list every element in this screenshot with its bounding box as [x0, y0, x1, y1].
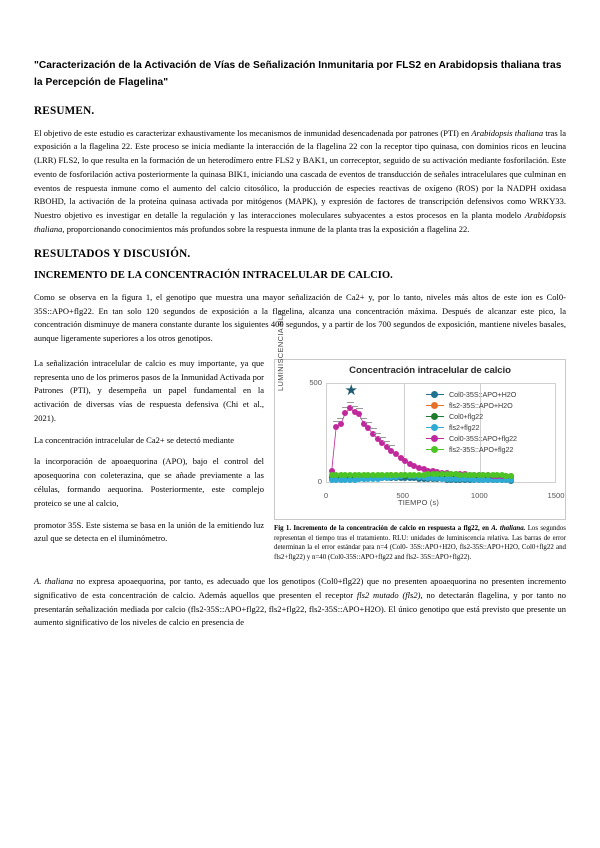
legend-marker-icon — [426, 405, 444, 407]
chart-error-bar — [383, 441, 390, 442]
figure-box — [274, 309, 566, 520]
section-heading-resultados: RESULTADOS Y DISCUSIÓN. — [34, 247, 191, 260]
legend-marker-icon — [426, 449, 444, 451]
chart-error-bar — [374, 433, 381, 434]
chart-x-tick: 1500 — [547, 490, 565, 500]
legend-label: fls2+flg22 — [449, 422, 480, 432]
chart-data-point — [338, 421, 344, 427]
figure-caption-species: A. thaliana. — [491, 524, 526, 532]
chart-error-bar — [379, 437, 386, 438]
chart-legend-item — [426, 411, 517, 422]
chart-y-tick-500: 500 — [309, 377, 322, 387]
chart-star-annotation: ★ — [344, 382, 358, 399]
section-heading-resumen: RESUMEN. — [34, 104, 95, 117]
chart-legend-item — [426, 422, 517, 433]
chart-x-axis-label: TIEMPO (s) — [398, 497, 440, 507]
paragraph-deteccion-b: la incorporación de apoaequorina (APO), bajo el control del aposequorina con coleterazina, que se añade previamente a las células, formando aequorina. Posteriormente, este complejo proteico se une al calcio, — [34, 456, 264, 508]
figure-caption-rest: Los segundos representan el tiempo tras el tratamiento. RLU: unidades de luminiscencia relativa. Las barras de error determinan la el error estándar para n=4 (Col0- 35S::APO+H2O, fls2-35S::APO+H2O, Col0+flg22 and fls2+flg22) y n=40 (Col0-35S::APO+flg22 and fls2- 35S::APO+flg22). — [274, 524, 566, 562]
chart-legend — [426, 389, 517, 455]
paragraph-genotipos: A. thaliana no expresa apoaequorina, por tanto, es adecuado que los genotipos (Col0+flg22) que no presenten apoaequorina no presenten incremento significativo de esta concentración de calcio. Además aquellos que presenten el receptor fls2 mutado (fls2), no detectarán flagelina, y por tanto no presentarán señalización mediada por calcio (fls2-35S::APO+flg22, fls2+flg22, fls2-35S::APO+H2O). El único genotipo que está previsto que presente un aumento significativo de los niveles de calcio en presencia de — [34, 576, 566, 628]
chart-data-point — [356, 411, 362, 417]
figure-caption — [274, 524, 566, 563]
legend-marker-icon — [426, 394, 444, 396]
chart-error-bar — [347, 402, 354, 403]
document-content — [34, 58, 566, 641]
paragraph-resumen: El objetivo de este estudio es caracterizar exhaustivamente los mecanismos de inmunidad desencadenada por patrones (PTI) en Arabidopsis thaliana tras la exposición a la flagelina 22. Este proceso se inicia mediante la interacción de la flagelina 22 con la receptor tipo quinasa, con dominios ricos en leucina (LRR) FLS2, lo que resulta en la formación de un heterodímero entre FLS2 y BAK1, un correceptor, seguido de su activación mediante fosforilación. Este evento de fosforilación activa posteriormente la quinasa BIK1, iniciando una cascada de eventos de transducción de señales intracelulares que culminan en eventos de respuesta inmune como el aumento del calcio citosólico, la producción de especies reactivas de oxígeno (ROS) por la NADPH oxidasa RBOHD, la activación de la proteína quinasa activada por mitógenos (MAPK), y expresión de factores de transcripción defensivos como WRKY33. Nuestro objetivo es investigar en detalle la regulación y las interacciones moleculares subyacentes a estos procesos en la planta modelo Arabidopsis thaliana, proporcionando conocimientos más profundos sobre la respuesta inmune de la planta tras la exposición a flagelina 22. — [34, 127, 566, 235]
chart-legend-item — [426, 389, 517, 400]
legend-marker-icon — [426, 427, 444, 429]
chart-error-bar — [388, 445, 395, 446]
chart-legend-item — [426, 433, 517, 444]
paragraph-promotor: promotor 35S. Este sistema se basa en la unión de la emitiendo luz azul que se detecta en el iluminómetro. — [34, 519, 264, 544]
chart-y-axis-label: LUMINISCENCIA RLU — [276, 309, 285, 391]
chart-error-bar — [365, 422, 372, 423]
page-title: "Caracterización de la Activación de Vías de Señalización Inmunitaria por FLS2 en Arabidopsis thaliana tras la Percepción de Flagelina" — [34, 60, 562, 88]
paragraph-senalizacion: La señalización intracelular de calcio es muy importante, ya que representa uno de los primeros pasos de la Inmunidad Activada por Patrones (PTI), y desempeña un papel fundamental en la activación de diversas vías de respuesta defensiva (Chi et al., 2021). — [34, 357, 264, 423]
paragraph-calcio-intro: Como se observa en la figura 1, el genotipo que muestra una mayor señalización de Ca2+ y, por lo tanto, niveles más altos de este ion es Col0-35S::APO+flg22. En tan solo 120 segundos de exposición a la flagelina, alcanza una concentración máxima. Después de alcanzar este pico, la concentración disminuye de manera constante durante los siguientes 400 segundos, y a partir de los 700 segundos de exposición, mantiene niveles basales, aunque ligeramente superiores a los otros genotipos. — [34, 291, 566, 344]
chart-legend-item — [426, 400, 517, 411]
legend-label: fls2-35S::APO+flg22 — [449, 444, 514, 454]
chart-legend-item — [426, 444, 517, 455]
chart-x-tick: 500 — [396, 490, 409, 500]
chart-data-point — [508, 473, 514, 479]
paragraph-deteccion-a: La concentración intracelular de Ca2+ se detectó mediante — [34, 434, 235, 445]
chart-error-bar — [356, 408, 363, 409]
chart-title: Concentración intracelular de calcio — [349, 364, 511, 376]
chart-x-tick: 1000 — [470, 490, 488, 500]
chart-error-bar — [351, 406, 358, 407]
legend-label: Col0-35S::APO+H2O — [449, 389, 517, 399]
figure-1 — [274, 309, 566, 563]
legend-label: Col0+flg22 — [449, 411, 484, 421]
chart-error-bar — [337, 418, 344, 419]
legend-label: fls2-35S::APO+H2O — [449, 400, 513, 410]
subsection-heading-calcio: INCREMENTO DE LA CONCENTRACIÓN INTRACELULAR DE CALCIO. — [34, 269, 393, 281]
figure-caption-bold: Fig 1. Incremento de la concentración de calcio en respuesta a flg22, en — [274, 524, 489, 532]
legend-marker-icon — [426, 438, 444, 440]
legend-marker-icon — [426, 416, 444, 418]
chart-y-tick-0: 0 — [317, 476, 322, 486]
chart-x-tick: 0 — [323, 490, 329, 500]
legend-label: Col0-35S::APO+flg22 — [449, 433, 517, 443]
chart-error-bar — [360, 418, 367, 419]
chart-error-bar — [370, 428, 377, 429]
calcium-line-chart — [276, 309, 565, 517]
